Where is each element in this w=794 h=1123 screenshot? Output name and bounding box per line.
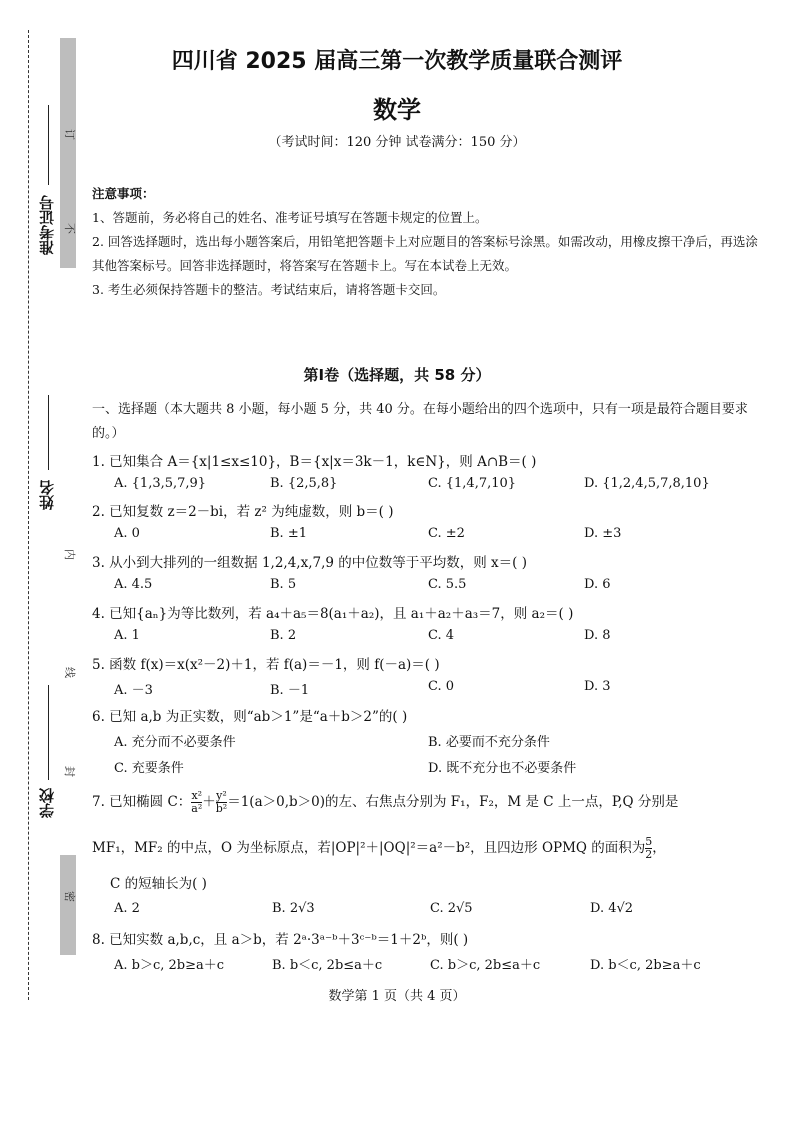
- option: B. {2,5,8}: [270, 476, 338, 491]
- option: A. 2: [114, 901, 140, 916]
- ellipse-frac-y: $\frac{\text{y²}}{\text{b²}}$: [215, 789, 228, 815]
- option: D. 6: [584, 577, 611, 592]
- question-stem: 5. 函数 f(x)＝x(x²－2)＋1，若 f(a)＝－1，则 f(－a)＝( ): [92, 657, 440, 673]
- subject-title: 数学: [373, 96, 421, 124]
- seal-char: 线: [64, 665, 76, 679]
- binding-dashed-line: [28, 30, 29, 1000]
- notice-block: [92, 182, 764, 302]
- option: C. {1,4,7,10}: [428, 476, 517, 491]
- section-intro: 一、选择题（本大题共 8 小题，每小题 5 分，共 40 分。在每小题给出的四个选项中，只有一项是最符合题目要求的。）: [92, 402, 748, 441]
- exam-info: （考试时间：120 分钟 试卷满分：150 分）: [268, 135, 526, 150]
- notice-item: 2. 回答选择题时，选出每小题答案后，用铅笔把答题卡上对应题目的答案标号涂黑。如需改动，用橡皮擦干净后，再选涂其他答案标号。回答非选择题时，将答案写在答题卡上。写在本试卷上无效。: [92, 234, 758, 273]
- label-school: 学校: [38, 788, 56, 818]
- option: A. b＞c, 2b≥a＋c: [114, 958, 225, 973]
- option: B. b＜c, 2b≤a＋c: [272, 958, 383, 973]
- seal-char: 不: [64, 221, 76, 235]
- option: A. 1: [114, 628, 140, 643]
- seal-char: 密: [64, 889, 76, 903]
- option: B. 必要而不充分条件: [428, 735, 550, 750]
- seal-char: 订: [64, 127, 76, 141]
- option: C. 4: [428, 628, 455, 643]
- exam-title: 四川省 2025 届高三第一次教学质量联合测评: [171, 49, 623, 74]
- option: C. 0: [428, 679, 455, 694]
- option: A. 0: [114, 526, 140, 541]
- option: A. {1,3,5,7,9}: [114, 476, 207, 491]
- option: B. 5: [270, 577, 297, 592]
- option: C. 2√5: [430, 901, 473, 916]
- page-footer: 数学第 1 页（共 4 页）: [328, 989, 466, 1004]
- area-fraction: $\frac{5}{2}$: [645, 835, 653, 861]
- option: C. ±2: [428, 526, 465, 541]
- seal-char: 封: [64, 764, 76, 778]
- option: B. －1: [270, 683, 310, 698]
- question-stem: 2. 已知复数 z＝2－bi，若 z² 为纯虚数，则 b＝( ): [92, 504, 394, 520]
- q7-line2: MF₁，MF₂ 的中点，O 为坐标原点，若|OP|²＋|OQ|²＝a²－b²，且四边形 OPMQ 的面积为: [92, 840, 646, 856]
- option: A. 4.5: [114, 577, 153, 592]
- option: D. 4√2: [590, 901, 634, 916]
- option: C. 5.5: [428, 577, 467, 592]
- option: D. 既不充分也不必要条件: [428, 761, 577, 776]
- ellipse-frac-x: $\frac{\text{x²}}{\text{a²}}$: [191, 789, 203, 815]
- label-name: 姓名: [38, 480, 56, 510]
- option: B. 2: [270, 628, 297, 643]
- notice-heading: 注意事项：: [92, 186, 155, 201]
- question-stem: 3. 从小到大排列的一组数据 1,2,4,x,7,9 的中位数等于平均数，则 x＝( ): [92, 555, 527, 571]
- question-stem-line: MF₁，MF₂ 的中点，O 为坐标原点，若|OP|²＋|OQ|²＝a²－b²，且四边形 OPMQ 的面积为 $\frac{5}{2}$ ，: [92, 835, 666, 861]
- name-underline: [48, 395, 49, 470]
- question-stem: 8. 已知实数 a,b,c，且 a＞b，若 2ᵃ·3ᵃ⁻ᵇ＋3ᶜ⁻ᵇ＝1＋2ᵇ，则( ): [92, 932, 469, 948]
- option: C. b＞c, 2b≤a＋c: [430, 958, 541, 973]
- option: D. {1,2,4,5,7,8,10}: [584, 476, 710, 491]
- option: D. b＜c, 2b≥a＋c: [590, 958, 701, 973]
- notice-item: 3. 考生必须保持答题卡的整洁。考试结束后，请将答题卡交回。: [92, 282, 446, 297]
- question-stem-line: C 的短轴长为( ): [110, 876, 207, 892]
- q7-prefix: 7. 已知椭圆 C：: [92, 794, 192, 810]
- question-stem: 6. 已知 a,b 为正实数，则“ab＞1”是“a＋b＞2”的( ): [92, 709, 408, 725]
- school-underline: [48, 685, 49, 780]
- q7-rest: ＝1(a＞0,b＞0)的左、右焦点分别为 F₁，F₂，M 是 C 上一点，P,Q 分别是: [227, 794, 679, 810]
- option: D. 3: [584, 679, 611, 694]
- question-stem: 1. 已知集合 A＝{x|1≤x≤10}，B＝{x|x＝3k－1，k∈N}，则 A∩B＝( ): [92, 454, 537, 470]
- question-stem: 4. 已知{aₙ}为等比数列，若 a₄＋a₅＝8(a₁＋a₂)，且 a₁＋a₂＋a₃＝7，则 a₂＝( ): [92, 606, 574, 622]
- binding-gray-band: [60, 855, 76, 955]
- option: A. －3: [114, 683, 153, 698]
- notice-item: 1、答题前，务必将自己的姓名、准考证号填写在答题卡规定的位置上。: [92, 210, 488, 225]
- option: C. 充要条件: [114, 761, 184, 776]
- option: A. 充分而不必要条件: [114, 735, 236, 750]
- option: D. 8: [584, 628, 611, 643]
- section-title: 第Ⅰ卷（选择题，共 58 分）: [303, 366, 491, 384]
- question-stem: 7. 已知椭圆 C： $\frac{\text{x²}}{\text{a²}}$ ＋ $\frac{\text{y²}}{\text{b²}}$ ＝1(a＞0,b＞0)的左、右焦点分别为 F₁，F₂，M 是 C 上一点，P,Q 分别是: [92, 789, 679, 815]
- label-id-number: 准考证号: [38, 195, 56, 255]
- option: D. ±3: [584, 526, 622, 541]
- option: B. ±1: [270, 526, 307, 541]
- option: B. 2√3: [272, 901, 315, 916]
- seal-char: 内: [64, 547, 76, 561]
